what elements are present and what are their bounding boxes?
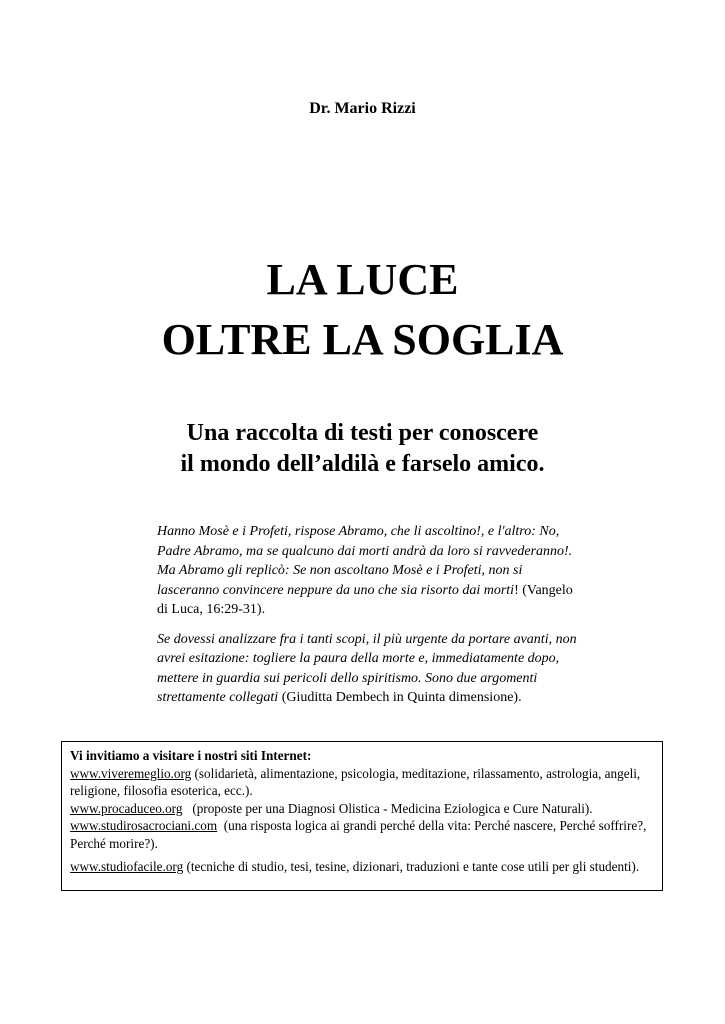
- quote-dembech: [157, 630, 577, 708]
- quote-gospel-source: ! (Vangelo di Luca, 16:29-31).: [157, 582, 573, 617]
- epigraph-quotes: [157, 522, 577, 718]
- subtitle-line-1: Una raccolta di testi per conoscere: [186, 420, 539, 446]
- link-studirosacrociani[interactable]: www.studirosacrociani.com: [70, 818, 218, 833]
- website-desc-studirosacrociani: (una risposta logica ai grandi perché della vita: Perché nascere, Perché soffrire?, Perché morire?).: [70, 818, 650, 851]
- website-entry-viveremeglio: [70, 765, 654, 800]
- website-desc-procaduceo: (proposte per una Diagnosi Olistica - Medicina Eziologica e Cure Naturali).: [182, 800, 593, 816]
- title-line-2: OLTRE LA SOGLIA: [161, 315, 564, 364]
- title-line-1: LA LUCE: [266, 255, 459, 304]
- websites-box-title: Vi invitiamo a visitare i nostri siti Internet:: [70, 748, 312, 763]
- website-desc-viveremeglio: (solidarietà, alimentazione, psicologia, meditazione, rilassamento, astrologia, angeli, religione, filosofia esoterica, ecc.).: [70, 765, 641, 798]
- document-subtitle: [0, 418, 725, 480]
- website-entry-studiofacile: [70, 858, 654, 876]
- link-procaduceo[interactable]: www.procaduceo.org: [70, 800, 183, 816]
- link-viveremeglio[interactable]: www.viveremeglio.org: [70, 765, 192, 781]
- link-studiofacile[interactable]: www.studiofacile.org: [70, 859, 184, 874]
- website-entry-studirosacrociani: [70, 817, 654, 852]
- author-name: Dr. Mario Rizzi: [309, 100, 416, 117]
- subtitle-line-2: il mondo dell’aldilà e farselo amico.: [180, 451, 545, 477]
- quote-dembech-source: (Giuditta Dembech in Quinta dimensione).: [278, 690, 522, 705]
- quote-gospel: [157, 522, 577, 620]
- quote-dembech-text: Se dovessi analizzare fra i tanti scopi, il più urgente da portare avanti, non avrei esitazione: togliere la paura della morte e, immediatamente dopo, mettere in guardia sui pericoli dello spiritismo. Sono due argomenti strettamente collegati: [157, 631, 577, 705]
- website-desc-studiofacile: (tecniche di studio, tesi, tesine, dizionari, traduzioni e tante cose utili per gli studenti).: [183, 859, 640, 874]
- quote-gospel-text: Hanno Mosè e i Profeti, rispose Abramo, che li ascoltino!, e l'altro: No, Padre Abramo, ma se qualcuno dai morti andrà da loro si ravvederanno!. Ma Abramo gli replicò: Se non ascoltano Mosè e i Profeti, non si lasceranno convincere neppure da uno che sia risorto dai morti: [157, 524, 573, 598]
- website-entry-procaduceo: [70, 800, 654, 818]
- document-title: [0, 250, 725, 370]
- websites-box: [61, 741, 663, 891]
